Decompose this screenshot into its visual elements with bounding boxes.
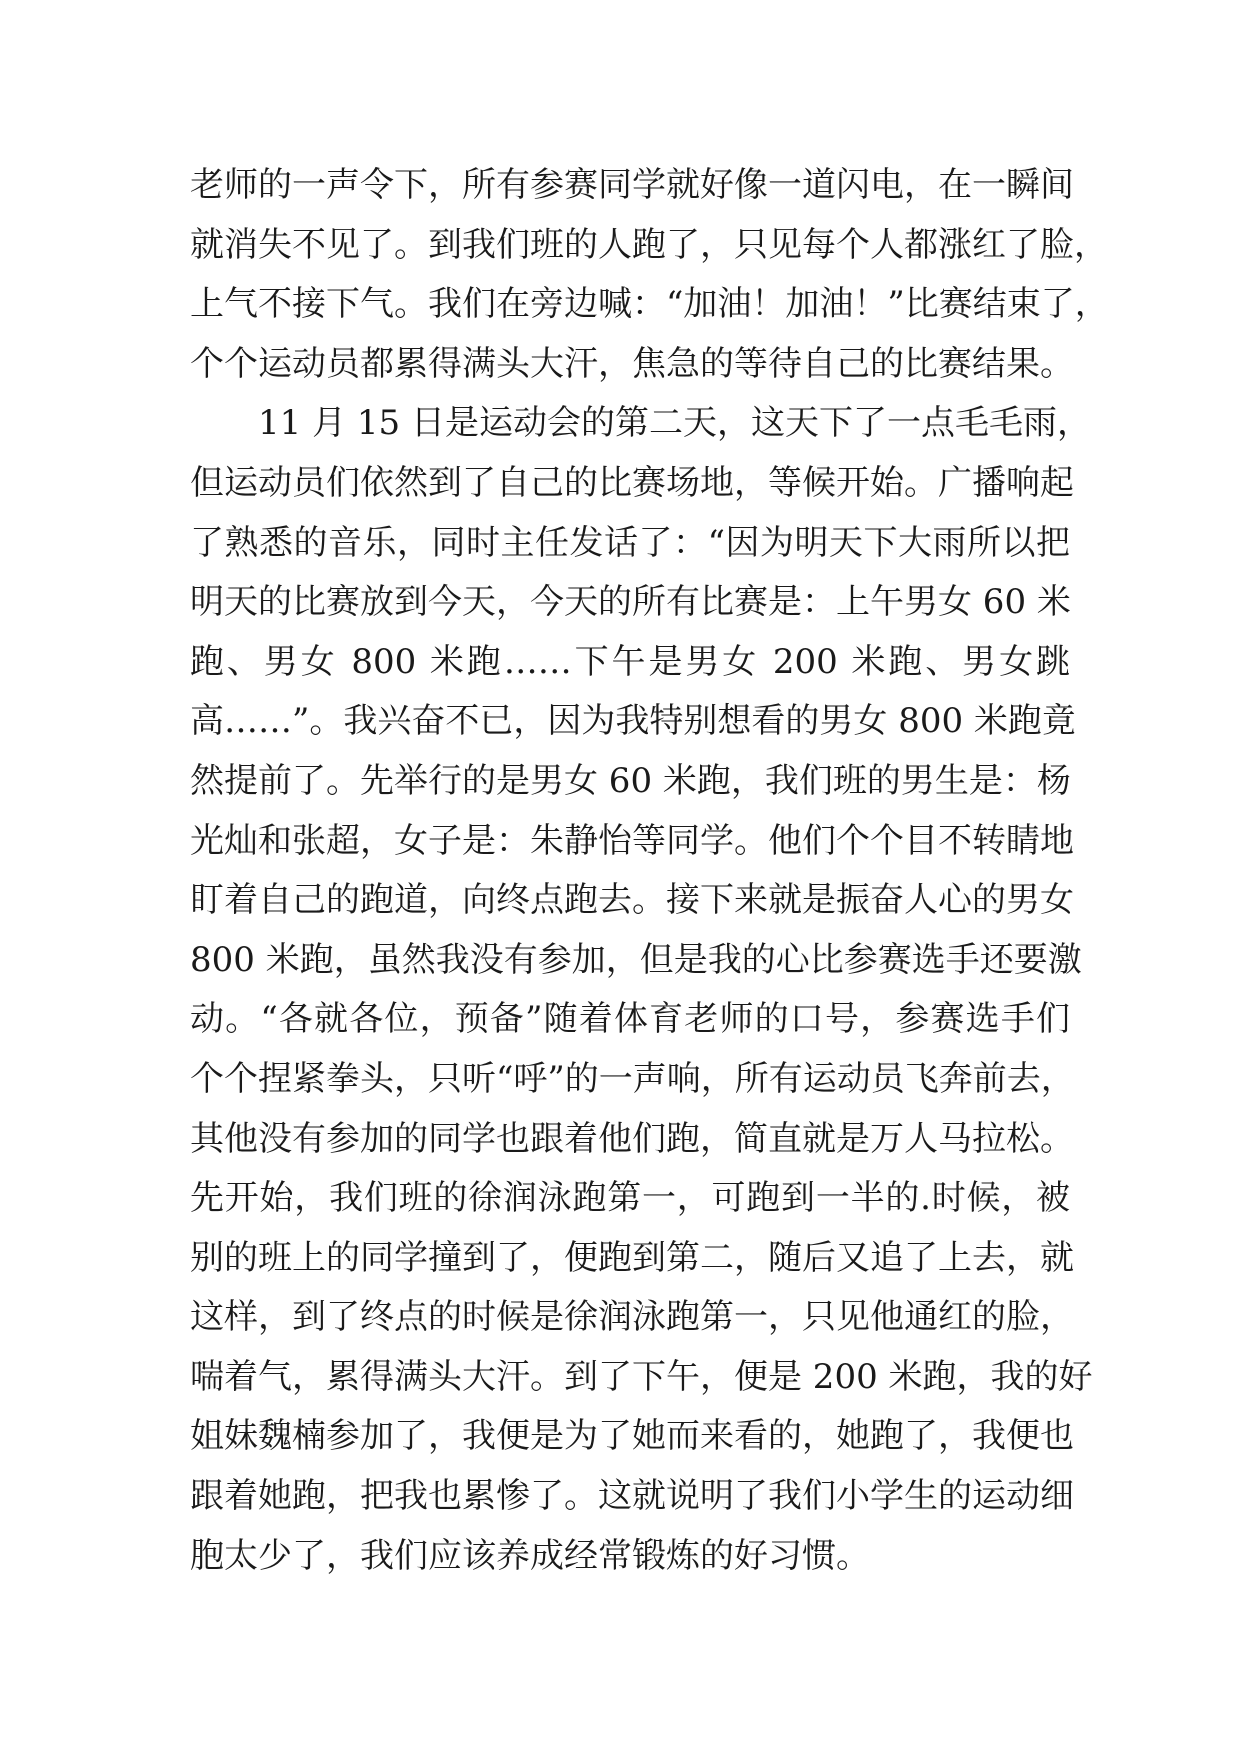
text-line: 其他没有参加的同学也跟着他们跑，简直就是万人马拉松。 <box>190 1118 1074 1159</box>
text-line: 先开始，我们班的徐润泳跑第一，可跑到一半的.时候，被 <box>190 1178 1070 1219</box>
text-line: 上气不接下气。我们在旁边喊：“加油！加油！”比赛结束了， <box>190 284 1109 325</box>
text-line: 跟着她跑，把我也累惨了。这就说明了我们小学生的运动细 <box>190 1476 1074 1517</box>
text-line: 跑、男女 800 米跑……下午是男女 200 米跑、男女跳 <box>190 641 1070 682</box>
text-line: 个个捏紧拳头，只听“呼”的一声响，所有运动员飞奔前去， <box>190 1058 1075 1099</box>
text-line: 光灿和张超，女子是：朱静怡等同学。他们个个目不转睛地 <box>190 820 1074 861</box>
paragraph-1 <box>190 156 1109 394</box>
text-line: 然提前了。先举行的是男女 60 米跑，我们班的男生是：杨 <box>190 760 1071 801</box>
text-line: 11 月 15 日是运动会的第二天，这天下了一点毛毛雨， <box>258 403 1091 444</box>
text-line: 胞太少了，我们应该养成经常锻炼的好习惯。 <box>190 1535 870 1576</box>
text-line: 了熟悉的音乐，同时主任发话了：“因为明天下大雨所以把 <box>190 522 1070 563</box>
paragraph-2 <box>190 394 1093 1586</box>
text-line: 800 米跑，虽然我没有参加，但是我的心比参赛选手还要激 <box>190 939 1082 980</box>
text-line: 盯着自己的跑道，向终点跑去。接下来就是振奋人心的男女 <box>190 880 1074 921</box>
text-line: 就消失不见了。到我们班的人跑了，只见每个人都涨红了脸， <box>190 224 1108 265</box>
text-line: 明天的比赛放到今天，今天的所有比赛是：上午男女 60 米 <box>190 582 1071 623</box>
text-line: 喘着气，累得满头大汗。到了下午，便是 200 米跑，我的好 <box>190 1356 1093 1397</box>
text-line: 但运动员们依然到了自己的比赛场地，等候开始。广播响起 <box>190 462 1074 503</box>
text-line: 高……”。我兴奋不已，因为我特别想看的男女 800 米跑竟 <box>190 701 1076 742</box>
document-body <box>190 156 1109 1586</box>
text-line: 动。“各就各位，预备”随着体育老师的口号，参赛选手们 <box>190 999 1070 1040</box>
text-line: 姐妹魏楠参加了，我便是为了她而来看的，她跑了，我便也 <box>190 1416 1074 1457</box>
text-line: 别的班上的同学撞到了，便跑到第二，随后又追了上去，就 <box>190 1237 1074 1278</box>
text-line: 这样，到了终点的时候是徐润泳跑第一，只见他通红的脸， <box>190 1297 1074 1338</box>
text-line: 老师的一声令下，所有参赛同学就好像一道闪电，在一瞬间 <box>190 165 1074 205</box>
text-line: 个个运动员都累得满头大汗，焦急的等待自己的比赛结果。 <box>190 343 1074 384</box>
